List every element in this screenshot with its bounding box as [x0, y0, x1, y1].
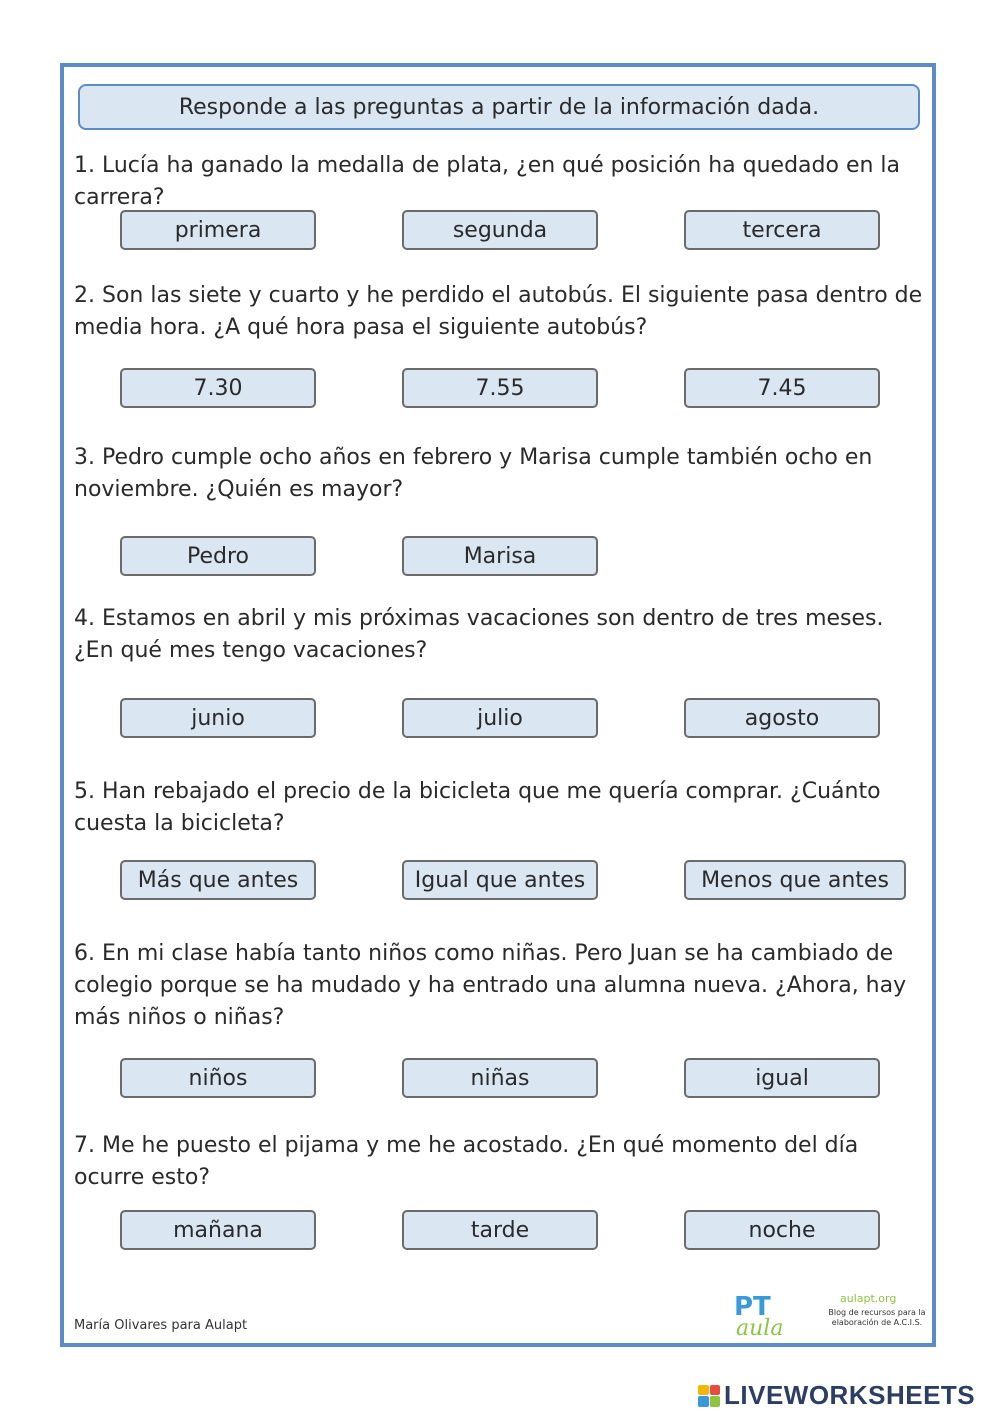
q7-option-manana[interactable]: mañana [120, 1210, 316, 1250]
instruction-banner [78, 84, 920, 130]
q3-option-marisa[interactable]: Marisa [402, 536, 598, 576]
q7-option-tarde[interactable]: tarde [402, 1210, 598, 1250]
instruction-text: Responde a las preguntas a partir de la información dada. [178, 94, 820, 120]
logo-tagline: Blog de recursos para la elaboración de A.C.I.S. [828, 1308, 926, 1327]
q1-option-primera[interactable]: primera [120, 210, 316, 250]
aulapt-logo [730, 1290, 930, 1348]
logo-pt-text: PT [734, 1292, 771, 1322]
q4-option-julio[interactable]: julio [402, 698, 598, 738]
q2-option-755[interactable]: 7.55 [402, 368, 598, 408]
liveworksheets-brand [698, 1380, 975, 1411]
liveworksheets-logo-icon [698, 1385, 720, 1407]
question-1-text: 1. Lucía ha ganado la medalla de plata, ¿en qué posición ha quedado en la carrera? [74, 153, 901, 210]
logo-aula-text: aula [736, 1316, 784, 1341]
q3-option-pedro[interactable]: Pedro [120, 536, 316, 576]
q5-option-mas-que-antes[interactable]: Más que antes [120, 860, 316, 900]
q1-option-tercera[interactable]: tercera [684, 210, 880, 250]
q2-option-745[interactable]: 7.45 [684, 368, 880, 408]
question-2-text: 2. Son las siete y cuarto y he perdido el autobús. El siguiente pasa dentro de media hora. ¿A qué hora pasa el siguiente autobús? [74, 283, 923, 340]
q6-option-ninas[interactable]: niñas [402, 1058, 598, 1098]
logo-url-text: aulapt.org [840, 1292, 897, 1305]
q6-option-ninos[interactable]: niños [120, 1058, 316, 1098]
question-6-text: 6. En mi clase había tanto niños como niñas. Pero Juan se ha cambiado de colegio porque se ha mudado y ha entrado una alumna nueva. ¿Ahora, hay más niños o niñas? [74, 941, 907, 1030]
author-credit: María Olivares para Aulapt [74, 1318, 248, 1333]
liveworksheets-wordmark: LIVEWORKSHEETS [724, 1380, 976, 1410]
question-7-text: 7. Me he puesto el pijama y me he acostado. ¿En qué momento del día ocurre esto? [74, 1133, 859, 1190]
q5-option-igual-que-antes[interactable]: Igual que antes [402, 860, 598, 900]
q7-option-noche[interactable]: noche [684, 1210, 880, 1250]
question-3-text: 3. Pedro cumple ocho años en febrero y Marisa cumple también ocho en noviembre. ¿Quién es mayor? [74, 445, 873, 502]
q2-option-730[interactable]: 7.30 [120, 368, 316, 408]
q4-option-junio[interactable]: junio [120, 698, 316, 738]
question-5-text: 5. Han rebajado el precio de la bicicleta que me quería comprar. ¿Cuánto cuesta la bicicleta? [74, 779, 881, 836]
q6-option-igual[interactable]: igual [684, 1058, 880, 1098]
q1-option-segunda[interactable]: segunda [402, 210, 598, 250]
q4-option-agosto[interactable]: agosto [684, 698, 880, 738]
q5-option-menos-que-antes[interactable]: Menos que antes [684, 860, 906, 900]
question-4-text: 4. Estamos en abril y mis próximas vacaciones son dentro de tres meses. ¿En qué mes tengo vacaciones? [74, 606, 884, 663]
